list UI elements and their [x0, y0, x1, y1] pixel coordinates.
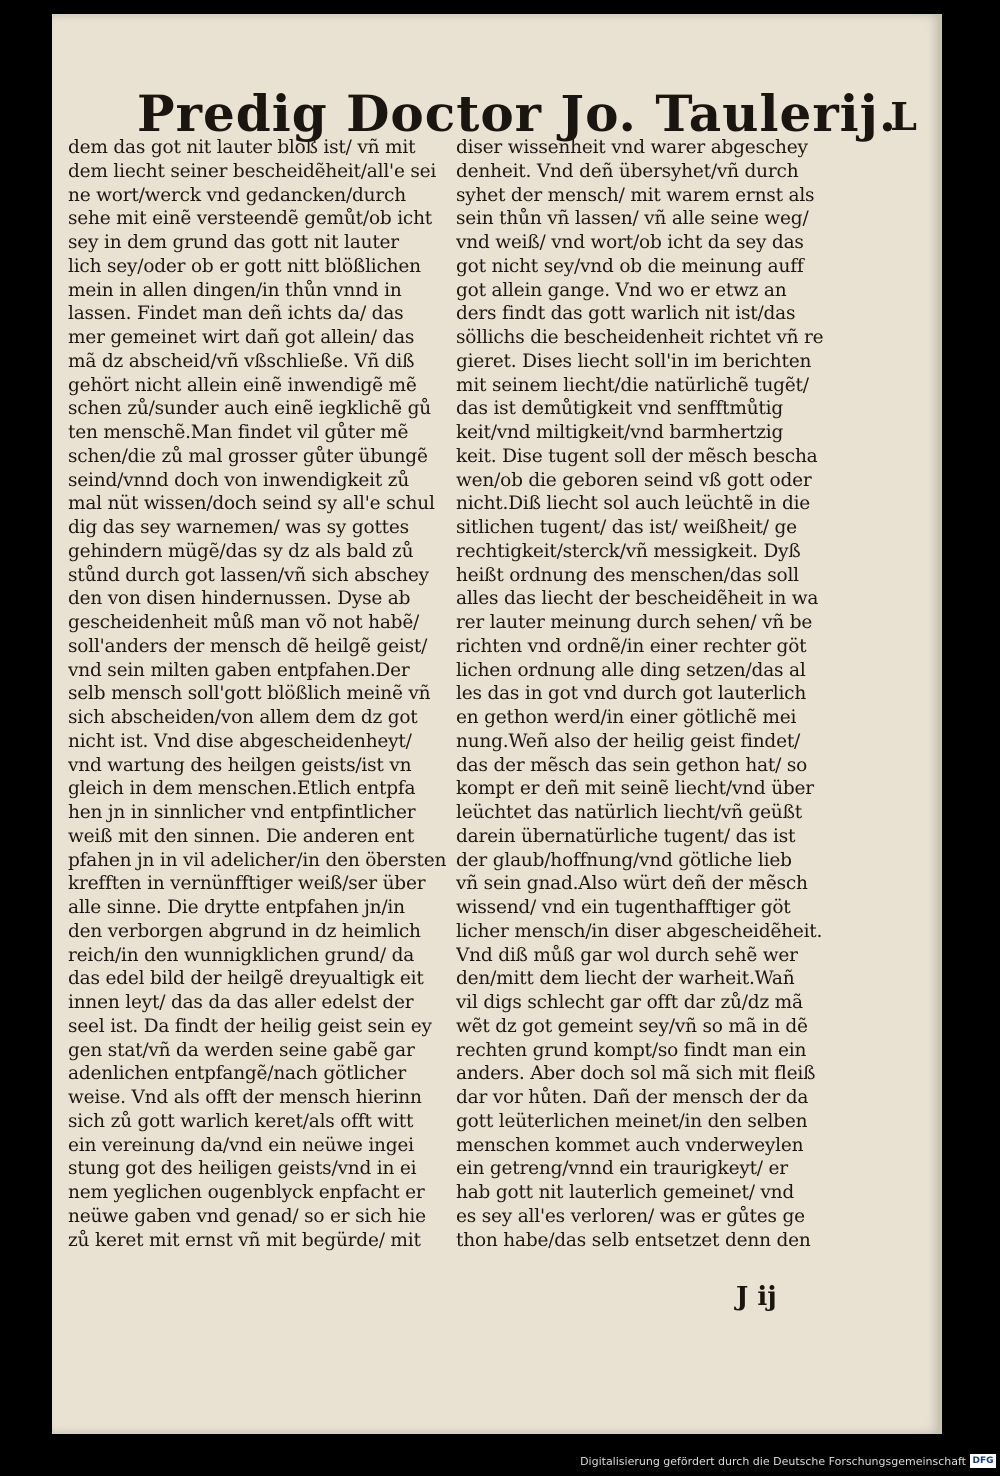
text-line: den von disen hindernussen. Dyse ab — [68, 588, 411, 610]
text-line: dem liecht seiner bescheidẽheit/all'e sei — [68, 160, 437, 182]
text-line: selb mensch soll'gott blößlich meinẽ vñ — [68, 683, 431, 705]
text-line: richten vnd ordnẽ/in einer rechter göt — [456, 635, 807, 657]
text-line: stůnd durch got lassen/vñ sich abschey — [68, 564, 429, 586]
text-line: vil digs schlecht gar offt dar zů/dz mã — [456, 992, 803, 1013]
text-line: reich/in den wunnigklichen grund/ da — [68, 944, 415, 966]
text-line: rechten grund kompt/so findt man ein — [456, 1039, 807, 1061]
text-line: der glaub/hoffnung/vnd götliche lieb — [456, 849, 792, 871]
text-line: licher mensch/in diser abgescheidẽheit. — [456, 920, 823, 942]
text-line: adenlichen entpfangẽ/nach götlicher — [68, 1063, 406, 1085]
text-line: wẽt dz got gemeint sey/vñ so mã in dẽ — [456, 1015, 808, 1037]
text-line: mein in allen dingen/in thůn vnnd in — [68, 279, 402, 301]
text-line: mer gemeinet wirt dañ got allein/ das — [68, 327, 415, 348]
text-line: ein vereinung da/vnd ein neüwe ingei — [68, 1134, 414, 1156]
text-line: gott leüterlichen meinet/in den selben — [456, 1110, 808, 1132]
text-line: lich sey/oder ob er gott nitt blößlichen — [68, 255, 421, 277]
text-line: den verborgen abgrund in dz heimlich — [68, 920, 421, 942]
text-line: nung.Weñ also der heilig geist findet/ — [456, 730, 801, 752]
text-line: sey in dem grund das gott nit lauter — [68, 232, 399, 253]
text-line: sich abscheiden/von allem dem dz got — [68, 707, 418, 728]
text-line: nicht ist. Vnd dise abgescheidenheyt/ — [68, 730, 412, 752]
text-line: sehe mit einẽ versteendẽ gemůt/ob icht — [68, 208, 433, 230]
text-line: vñ sein gnad.Also würt deñ der mẽsch — [456, 873, 808, 895]
text-line: ne wort/werck vnd gedancken/durch — [68, 184, 406, 206]
left-text-column — [68, 136, 448, 1252]
text-line: gleich in dem menschen.Etlich entpfa — [68, 778, 416, 800]
text-line: got allein gange. Vnd wo er etwz an — [456, 279, 787, 301]
text-line: sich zů gott warlich keret/als offt witt — [68, 1110, 414, 1132]
text-line: schen/die zů mal grosser gůter übungẽ — [68, 445, 428, 467]
text-line: innen leyt/ das da das aller edelst der — [68, 992, 414, 1013]
text-line: zů keret mit ernst vñ mit begürde/ mit — [68, 1229, 421, 1251]
text-line: got nicht sey/vnd ob die meinung auff — [456, 255, 804, 277]
text-line: gehindern mügẽ/das sy dz als bald zů — [68, 540, 414, 562]
text-line: ders findt das gott warlich nit ist/das — [456, 303, 796, 325]
text-line: weiß mit den sinnen. Die anderen ent — [68, 825, 415, 847]
text-line: Vnd diß můß gar wol durch sehẽ wer — [456, 944, 798, 966]
text-line: neüwe gaben vnd genad/ so er sich hie — [68, 1205, 426, 1227]
text-line: thon habe/das selb entsetzet denn den — [456, 1229, 811, 1251]
text-line: darein übernatürliche tugent/ das ist — [456, 825, 796, 847]
text-line: gieret. Dises liecht soll'in im berichten — [456, 350, 812, 372]
text-line: den/mitt dem liecht der warheit.Wañ — [456, 968, 795, 990]
text-line: vnd wartung des heilgen geists/ist vn — [68, 754, 412, 776]
text-line: seind/vnnd doch von inwendigkeit zů — [68, 469, 410, 491]
text-line: krefften in vernünfftiger weiß/ser über — [68, 873, 426, 895]
text-line: lassen. Findet man deñ ichts da/ das — [68, 303, 404, 325]
page-title: Predig Doctor Jo. Taulerij. — [137, 84, 898, 143]
text-line: söllichs die bescheidenheit richtet vñ re — [456, 327, 824, 348]
text-line: en gethon werd/in einer götlichẽ mei — [456, 707, 797, 728]
right-text-column — [456, 136, 836, 1252]
text-line: hen jn in sinnlicher vnd entpfintlicher — [68, 802, 416, 823]
text-line: diser wissenheit vnd warer abgeschey — [456, 137, 808, 158]
text-line: sitlichen tugent/ das ist/ weißheit/ ge — [456, 517, 797, 538]
text-line: alles das liecht der bescheidẽheit in wa — [456, 588, 819, 610]
text-line: wen/ob die geboren seind vß gott oder — [456, 469, 812, 491]
text-line: stung got des heiligen geists/vnd in ei — [68, 1158, 417, 1180]
text-line: sein thůn vñ lassen/ vñ alle seine weg/ — [456, 208, 809, 230]
text-line: dem das got nit lauter bloß ist/ vñ mit — [68, 137, 416, 158]
text-line: seel ist. Da findt der heilig geist sein ey — [68, 1015, 432, 1037]
text-line: rechtigkeit/sterck/vñ messigkeit. Dyß — [456, 540, 801, 562]
footer-bar — [0, 1446, 1000, 1476]
text-line: les das in got vnd durch got lauterlich — [456, 683, 807, 705]
text-line: weise. Vnd als offt der mensch hierinn — [68, 1087, 422, 1108]
text-line: denheit. Vnd deñ übersyhet/vñ durch — [456, 160, 799, 182]
text-line: wissend/ vnd ein tugenthafftiger göt — [456, 897, 791, 918]
folio-letter: L — [890, 94, 917, 139]
text-line: soll'anders der mensch dẽ heilgẽ geist/ — [68, 635, 428, 657]
text-line: schen zů/sunder auch einẽ iegklichẽ gů — [68, 398, 431, 420]
text-line: es sey all'es verloren/ was er gůtes ge — [456, 1205, 805, 1227]
text-line: syhet der mensch/ mit warem ernst als — [456, 184, 815, 206]
text-line: menschen kommet auch vnderweylen — [456, 1134, 804, 1156]
text-line: ein getreng/vnnd ein traurigkeyt/ er — [456, 1158, 788, 1180]
text-line: anders. Aber doch sol mã sich mit fleiß — [456, 1063, 816, 1085]
text-line: nicht.Diß liecht sol auch leüchtẽ in die — [456, 493, 811, 515]
text-line: mã dz abscheid/vñ vßschließe. Vñ diß — [68, 350, 415, 372]
text-line: gescheidenheit můß man võ not habẽ/ — [68, 612, 420, 633]
text-line: kompt er deñ mit seinẽ liecht/vnd über — [456, 778, 814, 800]
signature-mark: J ij — [736, 1282, 777, 1312]
text-line: rer lauter meinung durch sehen/ vñ be — [456, 612, 813, 633]
text-line: lichen ordnung alle ding setzen/das al — [456, 659, 806, 681]
text-line: mal nüt wissen/doch seind sy all'e schul — [68, 493, 435, 515]
text-line: dig das sey warnemen/ was sy gottes — [68, 517, 409, 538]
text-line: leüchtet das natürlich liecht/vñ geüßt — [456, 802, 802, 823]
footer-credit: Digitalisierung gefördert durch die Deutsche Forschungsgemeinschaft — [580, 1455, 966, 1468]
text-line: das edel bild der heilgẽ dreyualtigk eit — [68, 968, 424, 990]
text-line: vnd weiß/ vnd wort/ob icht da sey das — [456, 232, 804, 253]
text-line: vnd sein milten gaben entpfahen.Der — [68, 659, 410, 681]
text-line: pfahen jn in vil adelicher/in den öbersten — [68, 849, 447, 871]
text-line: gehört nicht allein einẽ inwendigẽ mẽ — [68, 374, 417, 396]
text-line: nem yeglichen ougenblyck enpfacht er — [68, 1182, 425, 1203]
text-line: heißt ordnung des menschen/das soll — [456, 564, 799, 586]
text-line: das ist demůtigkeit vnd senfftmůtig — [456, 398, 784, 420]
text-line: ten menschẽ.Man findet vil gůter mẽ — [68, 422, 409, 443]
text-line: dar vor hůten. Dañ der mensch der da — [456, 1087, 809, 1108]
text-line: hab gott nit lauterlich gemeinet/ vnd — [456, 1182, 795, 1203]
text-line: gen stat/vñ da werden seine gabẽ gar — [68, 1039, 415, 1061]
text-line: mit seinem liecht/die natürlichẽ tugẽt/ — [456, 374, 809, 396]
text-line: alle sinne. Die drytte entpfahen jn/in — [68, 897, 405, 918]
text-line: keit/vnd miltigkeit/vnd barmhertzig — [456, 422, 784, 443]
text-line: keit. Dise tugent soll der mẽsch bescha — [456, 445, 818, 467]
dfg-logo: DFG — [970, 1454, 996, 1468]
text-line: das der mẽsch das sein gethon hat/ so — [456, 754, 808, 776]
